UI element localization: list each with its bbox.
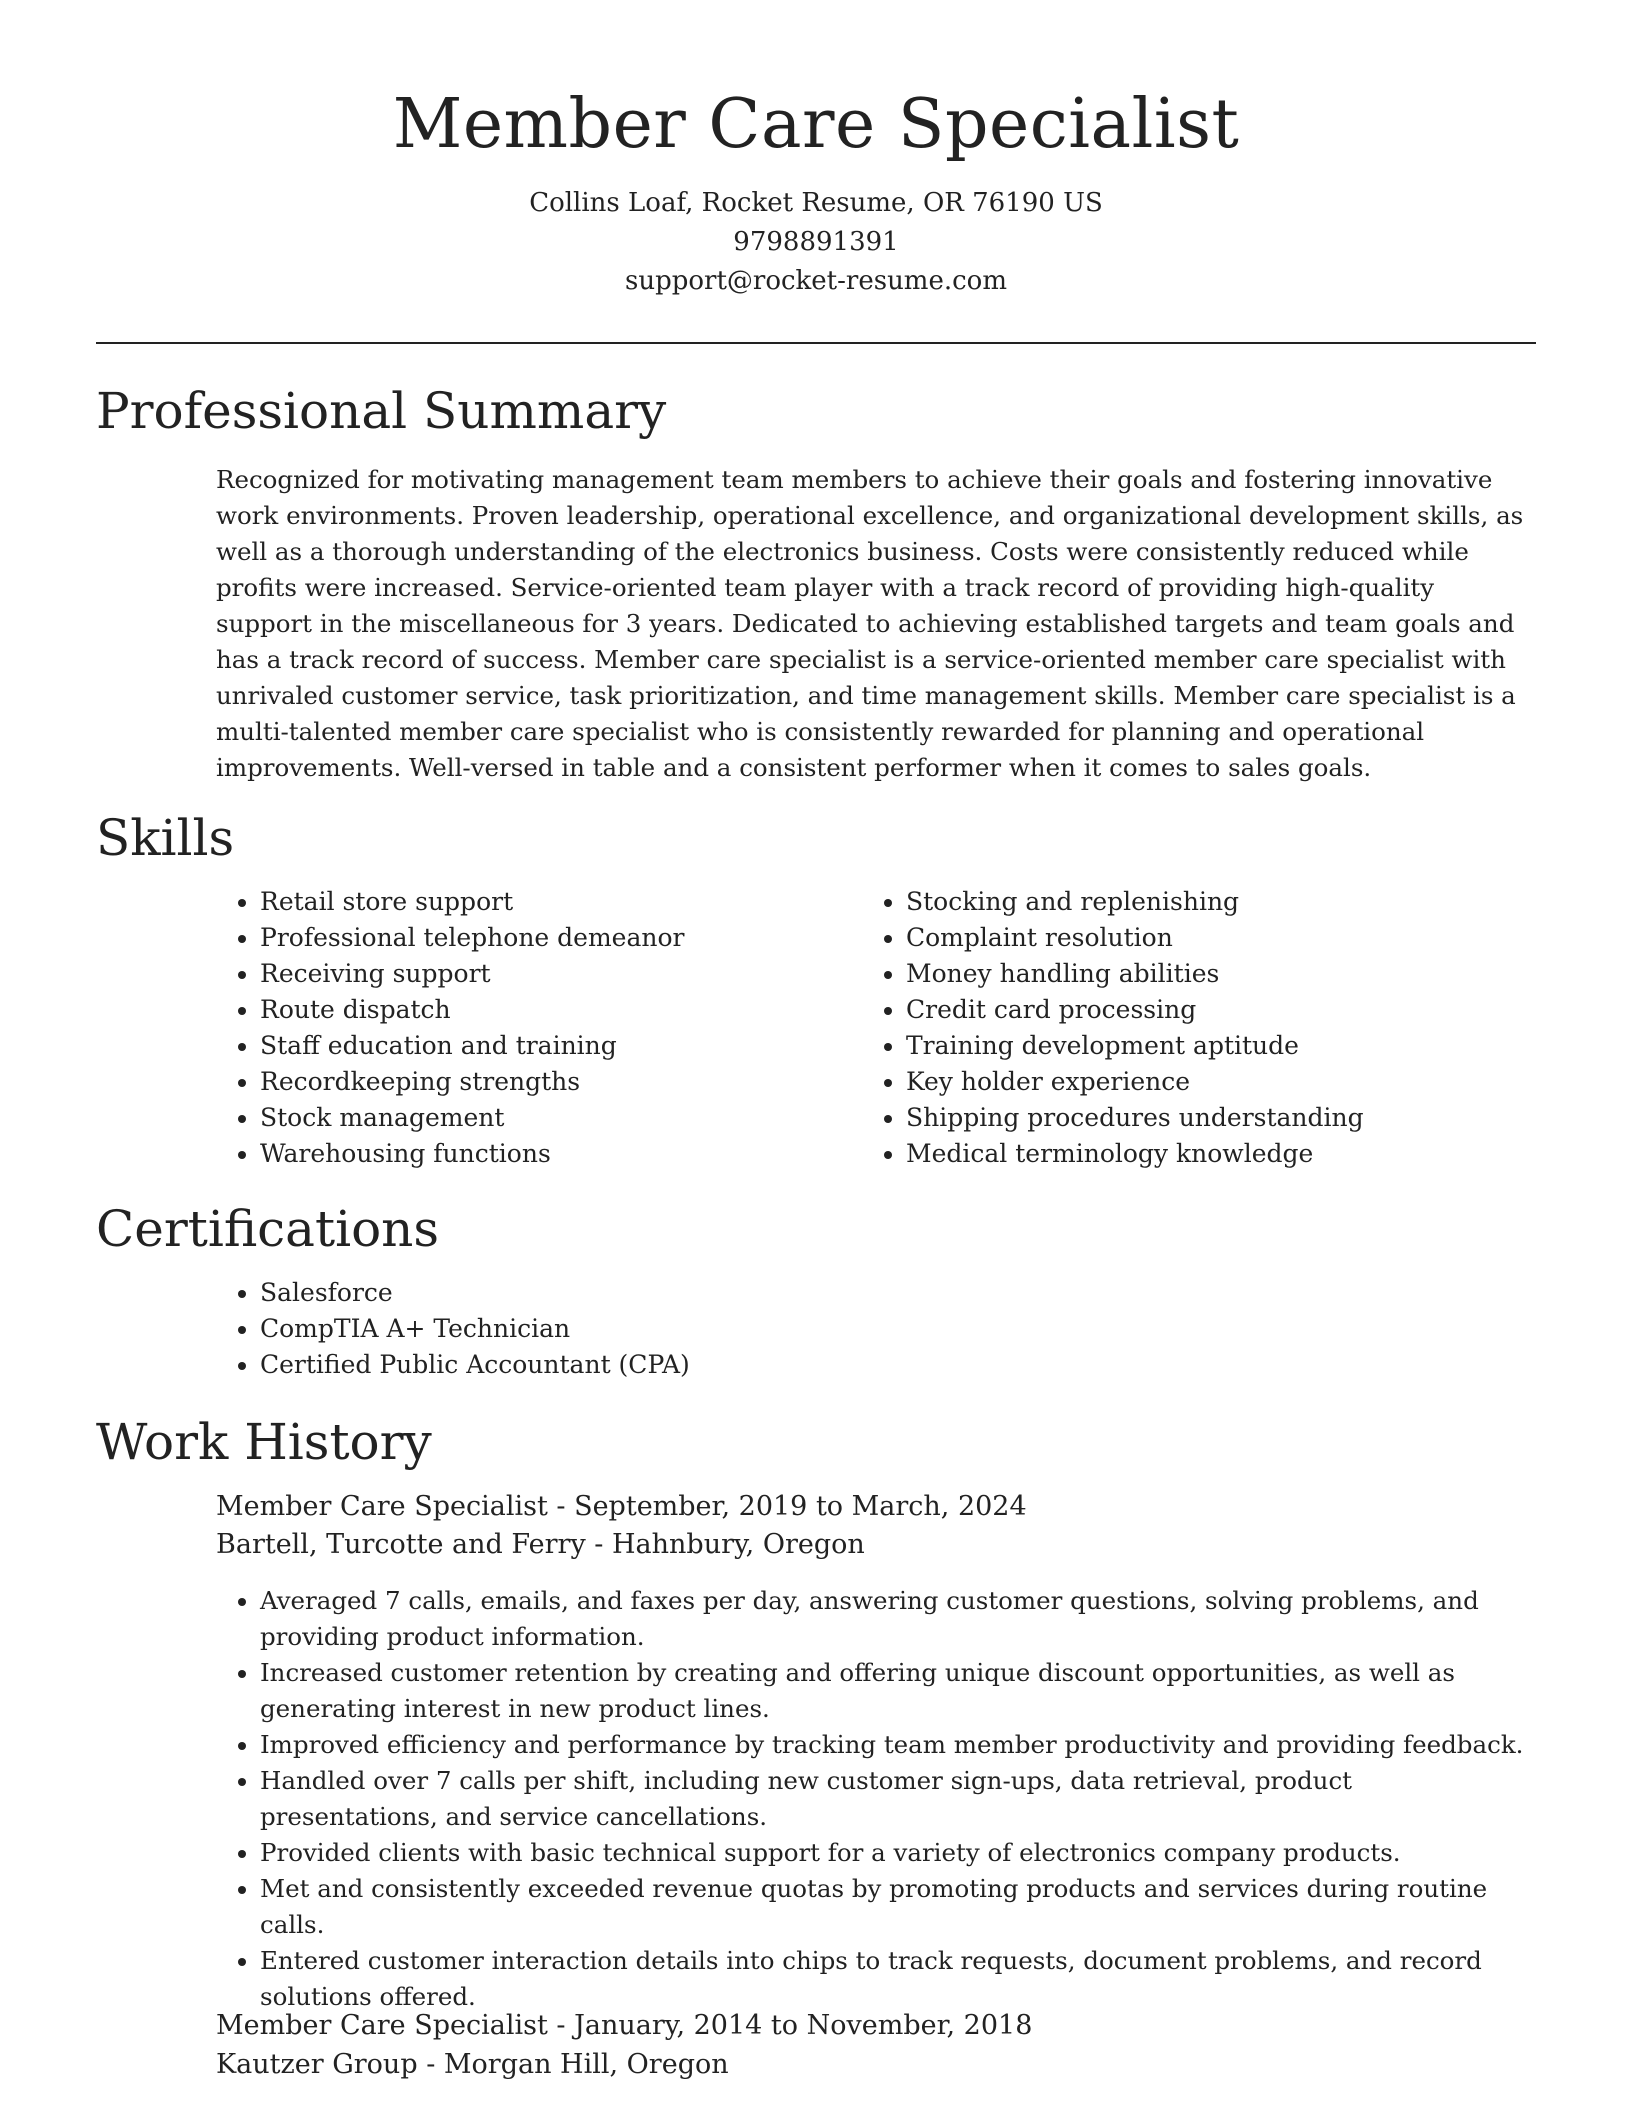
list-item: • Provided clients with basic technical support for a variety of electronics company products. (260, 1835, 1536, 1871)
header-divider (96, 342, 1536, 344)
list-item: • CompTIA A+ Technician (260, 1311, 1580, 1347)
job-company: Kautzer Group (216, 2049, 418, 2080)
job-location: - Hahnbury, Oregon (585, 1529, 865, 1560)
list-item: • Recordkeeping strengths (260, 1064, 860, 1100)
list-item: • Improved efficiency and performance by tracking team member productivity and providing feedback. (260, 1727, 1536, 1763)
contact-block (0, 184, 1632, 301)
list-item: • Complaint resolution (906, 920, 1580, 956)
list-item: • Staff education and training (260, 1028, 860, 1064)
list-item: • Averaged 7 calls, emails, and faxes per day, answering customer questions, solving problems, and providing product information. (260, 1583, 1536, 1655)
resume-header (0, 80, 1632, 301)
contact-phone: 9798891391 (733, 227, 899, 257)
list-item: • Credit card processing (906, 992, 1580, 1028)
list-item: • Certified Public Accountant (CPA) (260, 1347, 1580, 1383)
job-dates: - September, 2019 to March, 2024 (547, 1491, 1027, 1522)
skills-list-right (862, 884, 1580, 1172)
list-item: • Stocking and replenishing (906, 884, 1580, 920)
certifications-list (216, 1275, 1580, 1383)
job-role: Member Care Specialist (216, 2010, 548, 2041)
list-item: • Receiving support (260, 956, 860, 992)
list-item: • Warehousing functions (260, 1136, 860, 1172)
list-item: • Medical terminology knowledge (906, 1136, 1580, 1172)
list-item: • Shipping procedures understanding (906, 1100, 1580, 1136)
list-item: • Stock management (260, 1100, 860, 1136)
job-title-line (216, 2007, 1032, 2045)
list-item: • Professional telephone demeanor (260, 920, 860, 956)
list-item: • Met and consistently exceeded revenue quotas by promoting products and services during routine calls. (260, 1871, 1536, 1943)
list-item: • Retail store support (260, 884, 860, 920)
skills-heading: Skills (96, 809, 235, 867)
list-item: • Increased customer retention by creating and offering unique discount opportunities, as well as generating interest in new product lines. (260, 1655, 1536, 1727)
list-item: • Handled over 7 calls per shift, including new customer sign-ups, data retrieval, product presentations, and service cancellations. (260, 1763, 1536, 1835)
job-role: Member Care Specialist (216, 1491, 548, 1522)
job-location: - Morgan Hill, Oregon (417, 2049, 729, 2080)
job-company-line (216, 1526, 865, 1564)
summary-heading: Professional Summary (96, 382, 667, 440)
contact-address: Collins Loaf, Rocket Resume, OR 76190 US (529, 188, 1103, 218)
list-item: • Key holder experience (906, 1064, 1580, 1100)
list-item: • Route dispatch (260, 992, 860, 1028)
page-title: Member Care Specialist (392, 85, 1240, 164)
list-item: • Training development aptitude (906, 1028, 1580, 1064)
list-item: • Money handling abilities (906, 956, 1580, 992)
job-bullet-list (216, 1583, 1536, 2015)
job-title-line (216, 1488, 1027, 1526)
skills-list-left (216, 884, 860, 1172)
job-company-line (216, 2046, 729, 2084)
certifications-heading: Certifications (96, 1200, 440, 1258)
job-dates: - January, 2014 to November, 2018 (547, 2010, 1033, 2041)
list-item: • Entered customer interaction details into chips to track requests, document problems, and record solutions offered. (260, 1943, 1536, 2015)
contact-email: support@rocket-resume.com (624, 266, 1007, 296)
list-item: • Salesforce (260, 1275, 1580, 1311)
work-history-heading: Work History (96, 1413, 432, 1471)
job-company: Bartell, Turcotte and Ferry (216, 1529, 586, 1560)
summary-text: Recognized for motivating management team members to achieve their goals and fostering innovative work environments. Proven leadership, operational excellence, and organizational development skills, as well as a thorough understanding of the electronics business. Costs were consistently reduced while profits were increased. Service-oriented team player with a track record of providing high-quality support in the miscellaneous for 3 years. Dedicated to achieving established targets and team goals and has a track record of success. Member care specialist is a service-oriented member care specialist with unrivaled customer service, task prioritization, and time management skills. Member care specialist is a multi-talented member care specialist who is consistently rewarded for planning and operational improvements. Well-versed in table and a consistent performer when it comes to sales goals. (216, 465, 1524, 782)
